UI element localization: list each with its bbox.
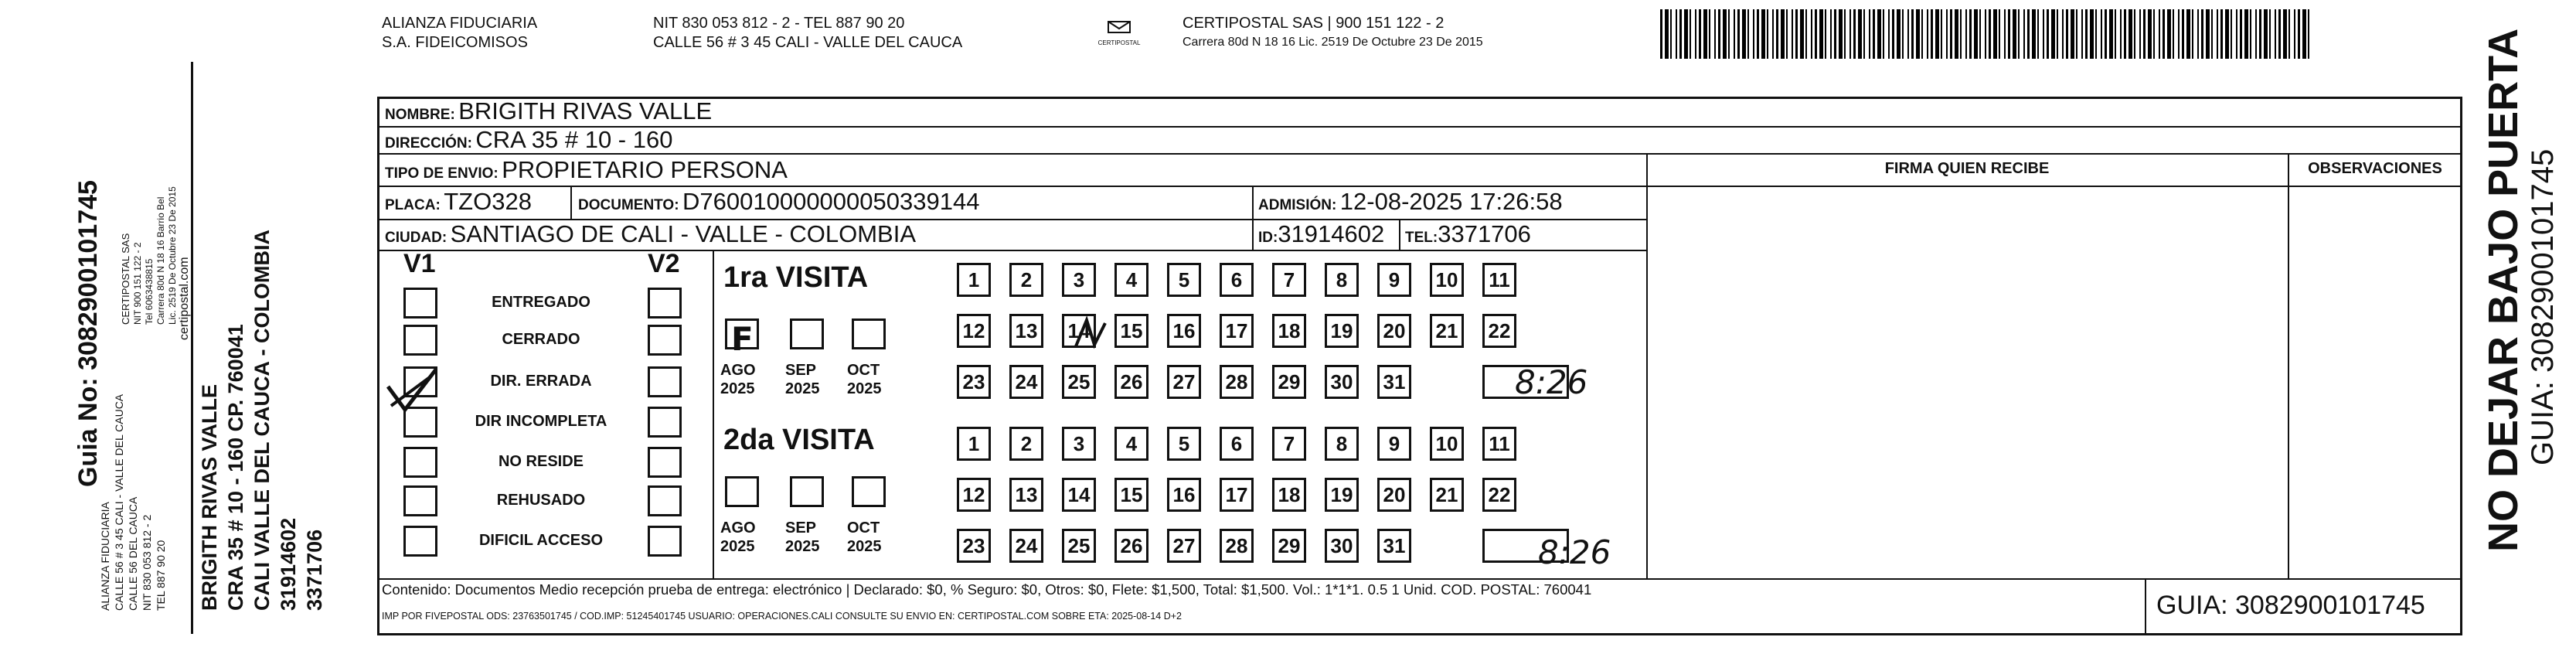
day-box[interactable]: 25	[1062, 365, 1096, 399]
carrier-details: CERTIPOSTAL SAS | 900 151 122 - 2 Carrera 80d N 18 16 Lic. 2519 De Octubre 23 De 2015	[1183, 15, 1483, 49]
placa-field: PLACA: TZO328	[385, 188, 532, 215]
day-box[interactable]: 21	[1430, 314, 1464, 348]
day-box[interactable]: 3	[1062, 263, 1096, 297]
col-line	[1252, 186, 1254, 250]
visit2-title: 2da VISITA	[723, 424, 875, 456]
year-label: 2025	[847, 538, 882, 555]
day-box[interactable]: 20	[1377, 478, 1411, 512]
month-checkbox[interactable]	[852, 476, 886, 507]
day-box[interactable]: 15	[1114, 478, 1148, 512]
month-label: OCT	[847, 519, 880, 536]
day-box[interactable]: 13	[1009, 314, 1043, 348]
reason-label: REHUSADO	[496, 492, 586, 509]
day-box[interactable]: 5	[1167, 263, 1201, 297]
row-line	[377, 126, 2462, 128]
day-box[interactable]: 28	[1220, 365, 1254, 399]
direccion-field: DIRECCIÓN: CRA 35 # 10 - 160	[385, 126, 673, 153]
sender-name: ALIANZA FIDUCIARIA S.A. FIDEICOMISOS	[382, 15, 538, 51]
v1-checkbox[interactable]	[403, 526, 437, 557]
year-label: 2025	[720, 538, 755, 555]
month-checkbox[interactable]	[790, 318, 824, 349]
reason-label: DIR. ERRADA	[490, 373, 592, 390]
v2-checkbox[interactable]	[648, 447, 682, 478]
day-box[interactable]: 7	[1272, 263, 1306, 297]
month-label: SEP	[785, 519, 817, 536]
day-box[interactable]: 29	[1272, 365, 1306, 399]
v2-checkbox[interactable]	[648, 288, 682, 318]
v1-checkbox[interactable]	[403, 288, 437, 318]
day-box[interactable]: 28	[1220, 529, 1254, 563]
month-label: OCT	[847, 362, 880, 379]
v2-label: V2	[648, 249, 680, 278]
reason-label: CERRADO	[502, 331, 580, 348]
day-box[interactable]: 20	[1377, 314, 1411, 348]
side-warning: NO DEJAR BAJO PUERTA	[2480, 28, 2527, 552]
day-box[interactable]: 17	[1220, 478, 1254, 512]
day-box[interactable]: 31	[1377, 529, 1411, 563]
day-box[interactable]: 26	[1114, 365, 1148, 399]
day-box[interactable]: 23	[957, 529, 991, 563]
day-box[interactable]: 12	[957, 478, 991, 512]
handwritten-mark-day-14	[1071, 315, 1110, 351]
reason-label: ENTREGADO	[492, 294, 590, 311]
tel-field: TEL:3371706	[1405, 220, 1531, 247]
day-box[interactable]: 16	[1167, 478, 1201, 512]
id-field: ID:31914602	[1258, 220, 1385, 247]
col-line	[2145, 578, 2146, 635]
col-line	[1646, 153, 1648, 578]
stub-website: certipostal.com	[178, 257, 191, 340]
visit2-time: 8:26	[1538, 533, 1611, 571]
day-box[interactable]: 29	[1272, 529, 1306, 563]
v1-checkbox[interactable]	[403, 325, 437, 356]
day-box[interactable]: 26	[1114, 529, 1148, 563]
day-box[interactable]: 3	[1062, 427, 1096, 461]
footer-contenido: Contenido: Documentos Medio recepción prueba de entrega: electrónico | Declarado: $0, % Seguro: $0, Otros: $0, Flete: $1,500, Total: $1,500. Vol.: 1*1*1. 0.5 1 Unid. COD. POSTAL: 760041	[382, 581, 1592, 598]
year-label: 2025	[785, 538, 820, 555]
day-box[interactable]: 18	[1272, 478, 1306, 512]
v2-checkbox[interactable]	[648, 325, 682, 356]
day-box[interactable]: 6	[1220, 263, 1254, 297]
day-box[interactable]: 19	[1325, 314, 1359, 348]
day-box[interactable]: 18	[1272, 314, 1306, 348]
day-box[interactable]: 24	[1009, 365, 1043, 399]
day-box[interactable]: 27	[1167, 529, 1201, 563]
day-box[interactable]: 22	[1482, 478, 1516, 512]
footer-guia: GUIA: 3082900101745	[2156, 591, 2425, 620]
day-box[interactable]: 8	[1325, 263, 1359, 297]
v1-label: V1	[403, 249, 436, 278]
handwritten-check-mark	[382, 363, 444, 417]
stub-guia-number: Guia No: 3082900101745	[73, 180, 103, 487]
documento-field: DOCUMENTO: D760010000000050339144	[578, 188, 980, 215]
month-label: SEP	[785, 362, 817, 379]
day-box[interactable]: 9	[1377, 263, 1411, 297]
month-label: AGO	[720, 519, 756, 536]
tipo-envio-field: TIPO DE ENVIO: PROPIETARIO PERSONA	[385, 156, 788, 183]
day-box[interactable]: 14	[1062, 314, 1096, 348]
day-box[interactable]: 1	[957, 263, 991, 297]
nombre-field: NOMBRE: BRIGITH RIVAS VALLE	[385, 97, 713, 124]
day-box[interactable]: 21	[1430, 478, 1464, 512]
reason-label: DIFICIL ACCESO	[478, 532, 603, 549]
day-box[interactable]: 17	[1220, 314, 1254, 348]
row-line	[377, 578, 2462, 580]
admision-field: ADMISIÓN: 12-08-2025 17:26:58	[1258, 188, 1563, 215]
day-box[interactable]: 30	[1325, 529, 1359, 563]
day-box[interactable]: 25	[1062, 529, 1096, 563]
year-label: 2025	[847, 380, 882, 397]
day-box[interactable]: 1	[957, 427, 991, 461]
row-line	[377, 186, 2462, 187]
v2-checkbox[interactable]	[648, 366, 682, 397]
ciudad-field: CIUDAD: SANTIAGO DE CALI - VALLE - COLOMBIA	[385, 220, 917, 247]
day-box[interactable]: 30	[1325, 365, 1359, 399]
day-box[interactable]: 2	[1009, 427, 1043, 461]
day-box[interactable]: 11	[1482, 263, 1516, 297]
day-box[interactable]: 14	[1062, 478, 1096, 512]
day-box[interactable]: 31	[1377, 365, 1411, 399]
v2-checkbox[interactable]	[648, 407, 682, 438]
day-box[interactable]: 15	[1114, 314, 1148, 348]
day-box[interactable]: 11	[1482, 427, 1516, 461]
day-box[interactable]: 6	[1220, 427, 1254, 461]
barcode	[1660, 9, 2309, 59]
day-box[interactable]: 4	[1114, 427, 1148, 461]
day-box[interactable]: 16	[1167, 314, 1201, 348]
day-box[interactable]: 27	[1167, 365, 1201, 399]
year-label: 2025	[720, 380, 755, 397]
day-box[interactable]: 2	[1009, 263, 1043, 297]
visit1-title: 1ra VISITA	[723, 261, 869, 294]
reason-label: DIR INCOMPLETA	[475, 413, 607, 430]
day-box[interactable]: 23	[957, 365, 991, 399]
day-box[interactable]: 19	[1325, 478, 1359, 512]
visit1-time: 8:26	[1515, 363, 1588, 401]
col-line	[713, 250, 714, 578]
stub-divider	[191, 62, 193, 634]
day-box[interactable]: 8	[1325, 427, 1359, 461]
row-line	[377, 153, 2462, 155]
side-guia: GUIA: 3082900101745	[2526, 148, 2560, 465]
certipostal-logo: CERTIPOSTAL	[1096, 19, 1142, 57]
day-box[interactable]: 10	[1430, 427, 1464, 461]
v2-checkbox[interactable]	[648, 526, 682, 557]
row-line	[377, 250, 1646, 251]
day-box[interactable]: 12	[957, 314, 991, 348]
year-label: 2025	[785, 380, 820, 397]
day-box[interactable]: 22	[1482, 314, 1516, 348]
day-box[interactable]: 24	[1009, 529, 1043, 563]
v2-checkbox[interactable]	[648, 485, 682, 516]
month-checkbox[interactable]	[852, 318, 886, 349]
month-checkbox[interactable]	[790, 476, 824, 507]
footer-imp: IMP POR FIVEPOSTAL ODS: 23763501745 / COD.IMP: 51245401745 USUARIO: OPERACIONES.CALI CONSULTE SU ENVIO EN: CERTIPOSTAL.COM SOBRE ETA: 2025-08-14 D+2	[382, 611, 1182, 622]
day-box[interactable]: 7	[1272, 427, 1306, 461]
col-line	[570, 186, 572, 219]
firma-label: FIRMA QUIEN RECIBE	[1884, 160, 2050, 177]
col-line	[1399, 219, 1400, 250]
v1-checkbox[interactable]	[403, 447, 437, 478]
visit1-month-mark: F	[731, 320, 754, 358]
month-label: AGO	[720, 362, 756, 379]
reason-label: NO RESIDE	[498, 453, 584, 470]
observaciones-label: OBSERVACIONES	[2308, 160, 2442, 177]
day-box[interactable]: 5	[1167, 427, 1201, 461]
day-box[interactable]: 10	[1430, 263, 1464, 297]
day-box[interactable]: 9	[1377, 427, 1411, 461]
v1-checkbox[interactable]	[403, 485, 437, 516]
month-checkbox[interactable]	[725, 476, 759, 507]
day-box[interactable]: 4	[1114, 263, 1148, 297]
col-line	[2288, 153, 2289, 578]
sender-details: NIT 830 053 812 - 2 - TEL 887 90 20 CALLE 56 # 3 45 CALI - VALLE DEL CAUCA	[653, 15, 963, 51]
envelope-icon	[1104, 19, 1135, 36]
day-box[interactable]: 13	[1009, 478, 1043, 512]
